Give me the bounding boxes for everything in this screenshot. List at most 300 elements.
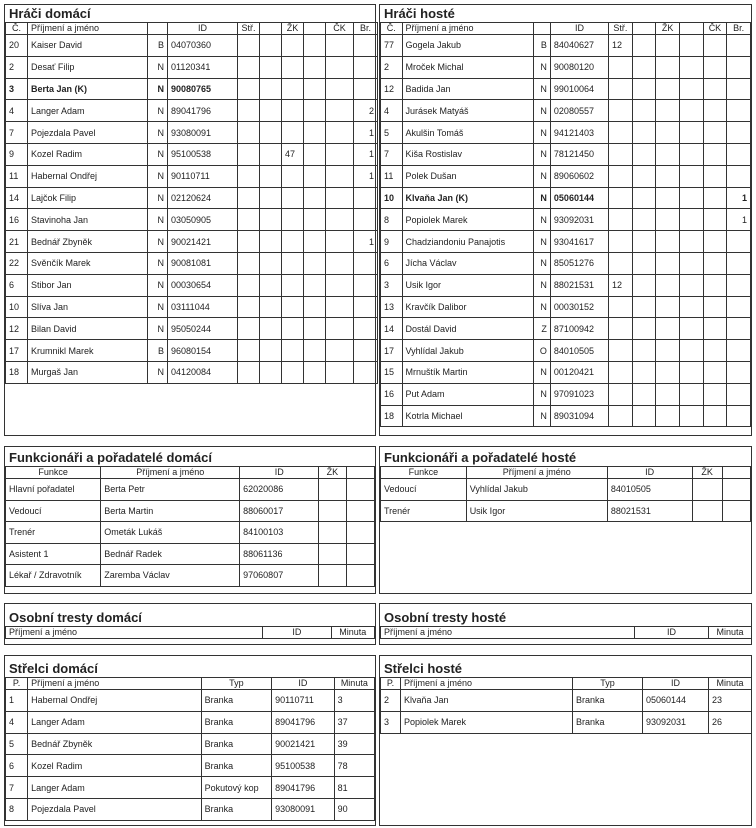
column-header: Stř.: [238, 23, 260, 35]
cell-br: [727, 100, 751, 122]
cell-pos: B: [533, 35, 550, 57]
cell-zk: [656, 274, 680, 296]
cell-ck: [326, 143, 354, 165]
home-penalties-title: Osobní tresty domácí: [9, 610, 142, 625]
cell-zk: [319, 479, 346, 501]
cell-st2: [260, 187, 282, 209]
cell-id: 93080091: [168, 122, 238, 144]
cell-name: Badida Jan: [402, 78, 533, 100]
cell-n: 3: [6, 78, 28, 100]
cell-p: 3: [381, 711, 401, 733]
table-row: [381, 405, 751, 427]
cell-zk2: [304, 231, 326, 253]
cell-pos: N: [533, 100, 550, 122]
cell-zk: [656, 78, 680, 100]
cell-x: [346, 500, 374, 522]
cell-n: 77: [381, 35, 403, 57]
column-header: Č.: [6, 23, 28, 35]
cell-zk: [282, 35, 304, 57]
cell-name: Kaiser David: [28, 35, 148, 57]
cell-x: [346, 522, 374, 544]
cell-n: 6: [381, 252, 403, 274]
cell-name: Jurásek Matyáš: [402, 100, 533, 122]
table-row: [381, 35, 751, 57]
home-players-panel: [4, 4, 376, 436]
table-row: [6, 565, 375, 587]
cell-ck: [703, 340, 727, 362]
cell-ck: [326, 122, 354, 144]
column-header: Příjmení a jméno: [401, 678, 573, 690]
cell-ck: [703, 100, 727, 122]
cell-n: 12: [6, 318, 28, 340]
cell-pos: N: [533, 231, 550, 253]
cell-zk2: [679, 35, 703, 57]
cell-ck: [703, 143, 727, 165]
cell-name: Usik Igor: [402, 274, 533, 296]
cell-name: Kotrla Michael: [402, 405, 533, 427]
cell-type: Branka: [201, 733, 272, 755]
cell-ck: [703, 383, 727, 405]
home-officials-title: Funkcionáři a pořadatelé domácí: [9, 450, 212, 465]
cell-n: 6: [6, 274, 28, 296]
table-row: [381, 100, 751, 122]
cell-zk: [656, 296, 680, 318]
cell-st2: [632, 318, 656, 340]
cell-pos: N: [148, 165, 168, 187]
cell-st: [238, 56, 260, 78]
cell-pos: B: [148, 35, 168, 57]
cell-type: Branka: [201, 690, 272, 712]
cell-pos: N: [533, 187, 550, 209]
cell-zk2: [304, 274, 326, 296]
table-row: [6, 690, 375, 712]
cell-min: 26: [709, 711, 752, 733]
cell-zk2: [679, 318, 703, 340]
cell-x: [346, 543, 374, 565]
cell-id: 89041796: [272, 711, 335, 733]
column-header: [679, 23, 703, 35]
cell-zk: 47: [282, 143, 304, 165]
cell-br: [727, 35, 751, 57]
away-officials-panel: [379, 446, 752, 594]
cell-id: 84010505: [607, 479, 692, 501]
cell-id: 00030152: [550, 296, 608, 318]
cell-pos: N: [148, 231, 168, 253]
cell-n: 8: [381, 209, 403, 231]
cell-name: Kozel Radim: [28, 755, 201, 777]
cell-st2: [632, 252, 656, 274]
cell-id: 02120624: [168, 187, 238, 209]
table-row: [6, 522, 375, 544]
cell-br: [727, 122, 751, 144]
cell-ck: [703, 165, 727, 187]
cell-role: Asistent 1: [6, 543, 101, 565]
cell-id: 78121450: [550, 143, 608, 165]
cell-zk2: [679, 361, 703, 383]
cell-zk2: [304, 296, 326, 318]
column-header: [533, 23, 550, 35]
column-header: Příjmení a jméno: [101, 467, 240, 479]
cell-ck: [703, 209, 727, 231]
cell-zk: [656, 100, 680, 122]
table-row: [6, 340, 378, 362]
cell-p: 7: [6, 777, 28, 799]
cell-zk2: [304, 318, 326, 340]
cell-n: 9: [381, 231, 403, 253]
away-penalties-table: [380, 626, 752, 639]
cell-x: [722, 500, 750, 522]
home-scorers-panel: [4, 655, 376, 826]
column-header: P.: [6, 678, 28, 690]
away-penalties-panel: [379, 603, 752, 645]
column-header: ŽK: [656, 23, 680, 35]
table-row: [6, 35, 378, 57]
cell-min: 39: [334, 733, 374, 755]
cell-name: Jícha Václav: [402, 252, 533, 274]
cell-name: Langer Adam: [28, 100, 148, 122]
cell-zk: [656, 361, 680, 383]
cell-zk2: [304, 209, 326, 231]
cell-id: 90081081: [168, 252, 238, 274]
cell-st: [238, 78, 260, 100]
cell-br: 1: [354, 165, 378, 187]
column-header: ID: [168, 23, 238, 35]
cell-st: [238, 231, 260, 253]
table-row: [381, 296, 751, 318]
column-header: Minuta: [709, 627, 752, 639]
cell-br: [354, 340, 378, 362]
cell-ck: [703, 296, 727, 318]
cell-name: Stibor Jan: [28, 274, 148, 296]
cell-pos: N: [533, 165, 550, 187]
cell-ck: [326, 296, 354, 318]
cell-id: 03050905: [168, 209, 238, 231]
cell-id: 93080091: [272, 798, 335, 820]
home-officials-table: [5, 466, 375, 587]
cell-st2: [632, 383, 656, 405]
cell-st: [609, 405, 633, 427]
cell-name: Ometák Lukáš: [101, 522, 240, 544]
cell-br: [727, 383, 751, 405]
cell-name: Berta Petr: [101, 479, 240, 501]
cell-type: Branka: [573, 690, 643, 712]
cell-zk2: [679, 187, 703, 209]
cell-n: 18: [6, 361, 28, 383]
cell-id: 00030654: [168, 274, 238, 296]
table-row: [381, 274, 751, 296]
cell-zk: [319, 543, 346, 565]
cell-br: [354, 274, 378, 296]
cell-pos: N: [533, 274, 550, 296]
cell-st2: [632, 165, 656, 187]
table-row: [6, 318, 378, 340]
cell-zk2: [679, 78, 703, 100]
cell-n: 12: [381, 78, 403, 100]
cell-pos: N: [148, 78, 168, 100]
cell-zk: [692, 479, 722, 501]
cell-role: Lékař / Zdravotník: [6, 565, 101, 587]
away-players-table: [380, 22, 751, 427]
table-row: [381, 479, 751, 501]
cell-zk: [282, 209, 304, 231]
cell-n: 7: [381, 143, 403, 165]
cell-id: 02080557: [550, 100, 608, 122]
cell-n: 17: [381, 340, 403, 362]
cell-x: [722, 479, 750, 501]
cell-name: Put Adam: [402, 383, 533, 405]
cell-br: [727, 405, 751, 427]
cell-pos: N: [148, 56, 168, 78]
cell-br: [354, 296, 378, 318]
cell-st2: [632, 100, 656, 122]
cell-st: [238, 165, 260, 187]
cell-n: 16: [381, 383, 403, 405]
cell-zk2: [679, 340, 703, 362]
table-row: [6, 755, 375, 777]
table-row: [381, 361, 751, 383]
cell-zk2: [304, 78, 326, 100]
cell-n: 15: [381, 361, 403, 383]
cell-n: 4: [381, 100, 403, 122]
cell-st2: [632, 209, 656, 231]
cell-ck: [326, 78, 354, 100]
cell-st2: [260, 56, 282, 78]
cell-id: 93092031: [643, 711, 709, 733]
cell-ck: [326, 100, 354, 122]
away-officials-title: Funkcionáři a pořadatelé hosté: [384, 450, 577, 465]
cell-st: [238, 35, 260, 57]
cell-zk: [282, 274, 304, 296]
cell-type: Branka: [201, 711, 272, 733]
cell-role: Hlavní pořadatel: [6, 479, 101, 501]
cell-p: 6: [6, 755, 28, 777]
cell-id: 04070360: [168, 35, 238, 57]
cell-n: 10: [381, 187, 403, 209]
cell-name: Dostál David: [402, 318, 533, 340]
cell-n: 13: [381, 296, 403, 318]
cell-name: Chadziandoniu Panajotis: [402, 231, 533, 253]
cell-n: 22: [6, 252, 28, 274]
cell-st: [238, 122, 260, 144]
cell-br: [354, 361, 378, 383]
cell-id: 97091023: [550, 383, 608, 405]
cell-zk2: [679, 274, 703, 296]
cell-min: 81: [334, 777, 374, 799]
cell-st2: [632, 122, 656, 144]
away-officials-table: [380, 466, 751, 522]
cell-br: 1: [354, 143, 378, 165]
cell-id: 87100942: [550, 318, 608, 340]
cell-name: Pojezdala Pavel: [28, 798, 201, 820]
cell-zk: [656, 143, 680, 165]
home-scorers-table: [5, 677, 375, 821]
cell-zk: [656, 383, 680, 405]
cell-x: [346, 479, 374, 501]
cell-id: 94121403: [550, 122, 608, 144]
cell-ck: [703, 78, 727, 100]
away-scorers-title: Střelci hosté: [384, 661, 463, 676]
column-header: Br.: [354, 23, 378, 35]
cell-name: Klvaňa Jan: [401, 690, 573, 712]
cell-zk: [319, 565, 346, 587]
cell-zk2: [304, 143, 326, 165]
away-scorers-panel: [379, 655, 752, 826]
cell-st2: [632, 143, 656, 165]
cell-zk: [282, 252, 304, 274]
table-row: [6, 777, 375, 799]
cell-name: Vyhlídal Jakub: [466, 479, 607, 501]
cell-id: 96080154: [168, 340, 238, 362]
cell-st: [238, 187, 260, 209]
cell-zk: [656, 340, 680, 362]
cell-zk2: [679, 405, 703, 427]
cell-pos: N: [148, 361, 168, 383]
cell-st2: [260, 35, 282, 57]
home-scorers-title: Střelci domácí: [9, 661, 98, 676]
cell-n: 18: [381, 405, 403, 427]
cell-pos: N: [148, 274, 168, 296]
cell-br: [727, 318, 751, 340]
cell-p: 4: [6, 711, 28, 733]
cell-name: Kiša Rostislav: [402, 143, 533, 165]
cell-zk2: [304, 165, 326, 187]
cell-zk: [319, 500, 346, 522]
cell-ck: [703, 405, 727, 427]
cell-min: 78: [334, 755, 374, 777]
column-header: [722, 467, 750, 479]
column-header: ID: [635, 627, 709, 639]
cell-min: 37: [334, 711, 374, 733]
cell-n: 11: [381, 165, 403, 187]
cell-id: 90110711: [168, 165, 238, 187]
table-row: [381, 340, 751, 362]
column-header: [346, 467, 374, 479]
cell-name: Kozel Radim: [28, 143, 148, 165]
cell-id: 89041796: [272, 777, 335, 799]
cell-zk2: [679, 209, 703, 231]
cell-ck: [326, 35, 354, 57]
cell-n: 9: [6, 143, 28, 165]
cell-st: 12: [609, 274, 633, 296]
cell-type: Branka: [201, 798, 272, 820]
cell-ck: [326, 209, 354, 231]
cell-id: 03111044: [168, 296, 238, 318]
cell-name: Vyhlídal Jakub: [402, 340, 533, 362]
cell-pos: Z: [533, 318, 550, 340]
cell-zk: [656, 405, 680, 427]
cell-pos: N: [148, 143, 168, 165]
cell-st: [238, 296, 260, 318]
column-header: Č.: [381, 23, 403, 35]
cell-p: 8: [6, 798, 28, 820]
table-row: [6, 798, 375, 820]
column-header: Příjmení a jméno: [466, 467, 607, 479]
cell-zk: [656, 209, 680, 231]
cell-role: Vedoucí: [381, 479, 467, 501]
cell-ck: [326, 231, 354, 253]
column-header: Příjmení a jméno: [28, 23, 148, 35]
cell-ck: [326, 165, 354, 187]
cell-name: Habernal Ondřej: [28, 690, 201, 712]
table-row: [6, 479, 375, 501]
table-row: [6, 209, 378, 231]
cell-br: [354, 35, 378, 57]
cell-st: [609, 78, 633, 100]
cell-id: 62020086: [240, 479, 319, 501]
table-row: [381, 78, 751, 100]
table-row: [6, 187, 378, 209]
cell-id: 90021421: [272, 733, 335, 755]
cell-zk: [282, 78, 304, 100]
cell-ck: [326, 56, 354, 78]
cell-zk2: [679, 296, 703, 318]
column-header: Typ: [573, 678, 643, 690]
cell-n: 20: [6, 35, 28, 57]
cell-n: 16: [6, 209, 28, 231]
cell-st2: [632, 405, 656, 427]
cell-zk: [656, 165, 680, 187]
cell-st2: [632, 361, 656, 383]
cell-st2: [260, 252, 282, 274]
cell-name: Berta Jan (K): [28, 78, 148, 100]
column-header: [260, 23, 282, 35]
cell-zk: [319, 522, 346, 544]
cell-pos: N: [533, 405, 550, 427]
cell-zk: [282, 318, 304, 340]
cell-min: 90: [334, 798, 374, 820]
cell-id: 05060144: [550, 187, 608, 209]
cell-ck: [326, 252, 354, 274]
cell-pos: N: [148, 252, 168, 274]
cell-n: 3: [381, 274, 403, 296]
column-header: Stř.: [609, 23, 633, 35]
cell-name: Usik Igor: [466, 500, 607, 522]
cell-role: Trenér: [6, 522, 101, 544]
cell-ck: [703, 274, 727, 296]
cell-st: [609, 231, 633, 253]
cell-zk: [692, 500, 722, 522]
cell-br: [354, 252, 378, 274]
cell-st: [609, 252, 633, 274]
cell-n: 21: [6, 231, 28, 253]
column-header: [632, 23, 656, 35]
cell-st2: [260, 122, 282, 144]
table-row: [381, 56, 751, 78]
cell-id: 90021421: [168, 231, 238, 253]
cell-zk: [282, 56, 304, 78]
cell-br: [727, 340, 751, 362]
cell-zk: [656, 252, 680, 274]
cell-n: 5: [381, 122, 403, 144]
table-row: [6, 543, 375, 565]
cell-zk2: [679, 100, 703, 122]
cell-zk2: [679, 231, 703, 253]
cell-zk: [656, 122, 680, 144]
cell-name: Lajčok Filip: [28, 187, 148, 209]
cell-st2: [632, 274, 656, 296]
cell-ck: [326, 318, 354, 340]
cell-st2: [260, 78, 282, 100]
cell-ck: [703, 35, 727, 57]
cell-x: [346, 565, 374, 587]
cell-id: 93041617: [550, 231, 608, 253]
cell-st: [238, 252, 260, 274]
cell-st: [609, 100, 633, 122]
cell-zk2: [304, 361, 326, 383]
cell-st: [609, 383, 633, 405]
cell-ck: [703, 252, 727, 274]
column-header: Příjmení a jméno: [28, 678, 201, 690]
